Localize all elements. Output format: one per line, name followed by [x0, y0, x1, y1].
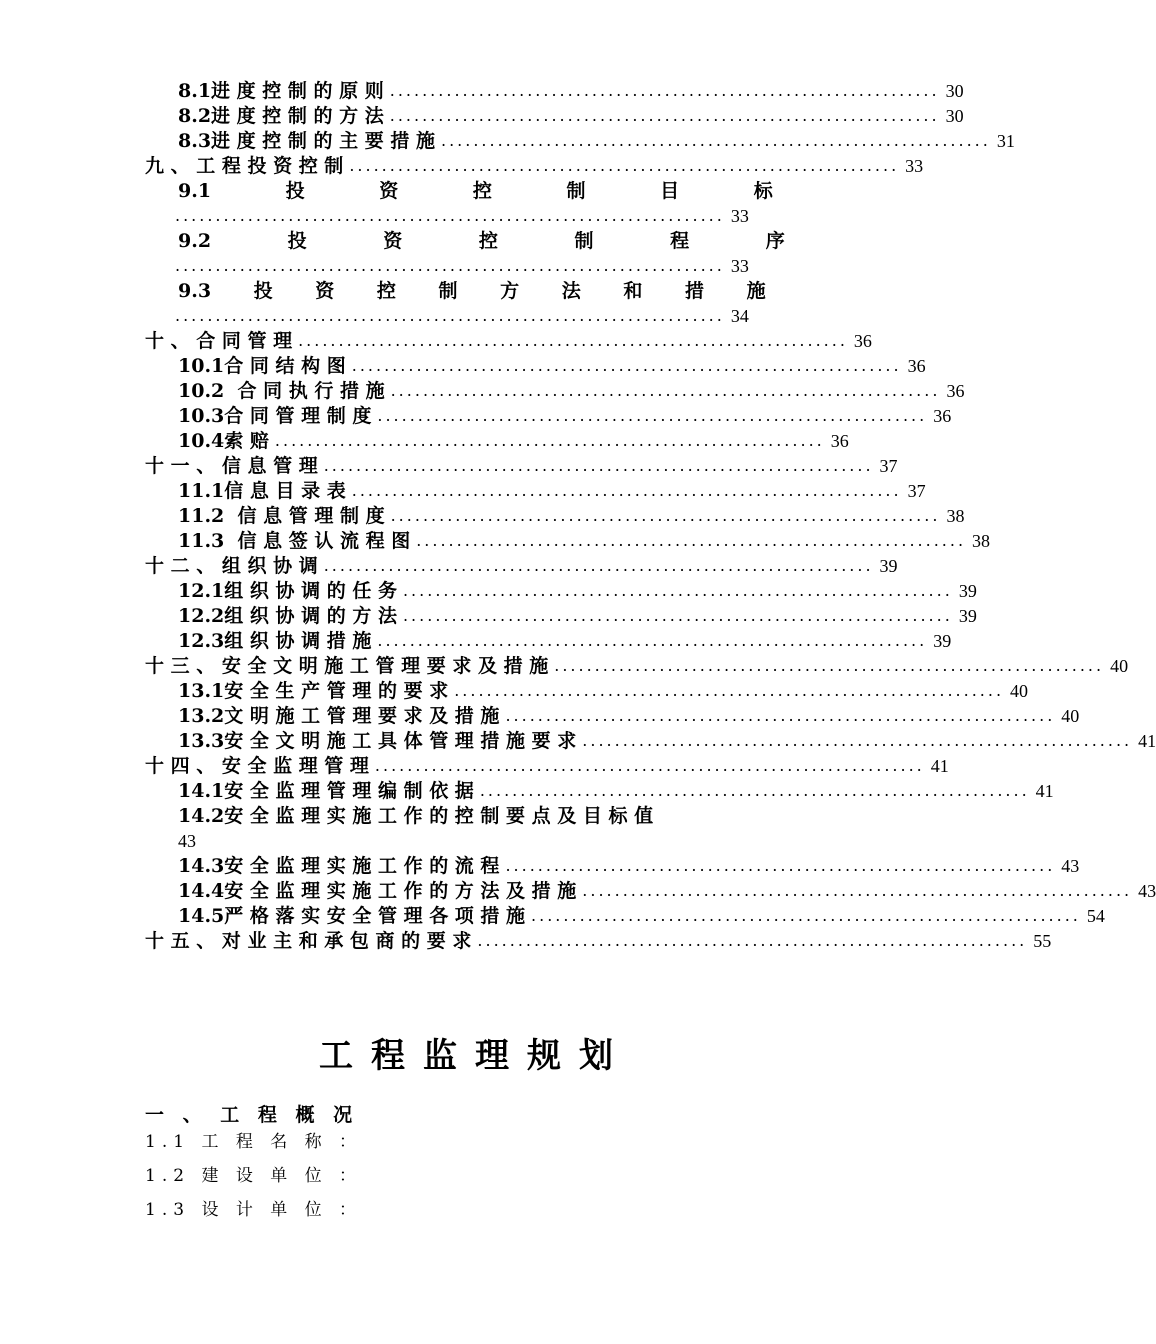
toc-page-number: 55 — [1033, 931, 1052, 951]
toc-entry-text: 十 五 、 对 业 主 和 承 包 商 的 要 求 — [145, 930, 472, 952]
toc-page-number: 43 — [178, 831, 196, 851]
toc-entry-text: 13.3安 全 文 明 施 工 具 体 管 理 措 施 要 求 — [178, 730, 577, 752]
toc-page-number: 33 — [730, 256, 749, 276]
toc-entry-text: 十 一 、 信 息 管 理 — [145, 455, 318, 477]
toc-entry[interactable] — [145, 554, 898, 578]
toc-entry[interactable] — [178, 479, 926, 503]
toc-entry[interactable] — [178, 379, 965, 403]
toc-entry-text: 十 、 合 同 管 理 — [145, 330, 293, 352]
toc-entry[interactable] — [178, 579, 977, 603]
toc-leader: .................................................................... — [479, 781, 1030, 800]
field-construction-unit: 1.2 建 设 单 位 ： — [145, 1166, 363, 1186]
toc-leader: .................................................................... — [402, 606, 953, 625]
toc-leader: .................................................................... — [351, 481, 902, 500]
toc-entry-text: 12.2组 织 协 调 的 方 法 — [178, 605, 397, 627]
toc-entry[interactable] — [178, 504, 965, 528]
toc-entry[interactable] — [178, 779, 1054, 803]
toc-entry-text: 14.4安 全 监 理 实 施 工 作 的 方 法 及 措 施 — [178, 880, 577, 902]
toc-entry[interactable] — [178, 804, 796, 828]
toc-entry[interactable] — [178, 854, 1080, 878]
toc-leader: .................................................................... — [582, 731, 1133, 750]
toc-leader: .................................................................... — [274, 431, 825, 450]
toc-entry-continuation — [178, 829, 238, 853]
toc-entry-text: 10.3合 同 管 理 制 度 — [178, 405, 372, 427]
toc-page-number: 38 — [972, 531, 991, 551]
toc-page-number: 43 — [1061, 856, 1080, 876]
toc-leader: .................................................................... — [416, 531, 967, 550]
toc-entry[interactable] — [178, 629, 952, 653]
toc-page-number: 39 — [933, 631, 952, 651]
toc-page-number: 36 — [933, 406, 952, 426]
toc-page-number: 30 — [945, 81, 964, 101]
toc-entry-text: 9.3 投 资 控 制 方 法 和 措 施 — [178, 280, 766, 302]
toc-page-number: 33 — [730, 206, 749, 226]
toc-page-number: 43 — [1138, 881, 1156, 901]
toc-page-number: 40 — [1061, 706, 1080, 726]
toc-entry[interactable] — [178, 729, 1156, 753]
toc-page-number: 39 — [879, 556, 898, 576]
toc-leader: .................................................................... — [477, 931, 1028, 950]
toc-entry-text: 10.2 合 同 执 行 措 施 — [178, 380, 385, 402]
toc-entry-continuation — [145, 254, 749, 278]
toc-page-number: 39 — [958, 581, 977, 601]
toc-leader: .................................................................... — [454, 681, 1005, 700]
toc-entry[interactable] — [178, 879, 1156, 903]
toc-entry[interactable] — [178, 179, 802, 203]
toc-page-number: 38 — [946, 506, 965, 526]
toc-leader: .................................................................... — [390, 381, 941, 400]
toc-leader: .................................................................... — [582, 881, 1133, 900]
toc-entry[interactable] — [178, 604, 977, 628]
toc-entry[interactable] — [178, 79, 964, 103]
toc-entry-text: 8.1进 度 控 制 的 原 则 — [178, 80, 384, 102]
toc-entry[interactable] — [178, 279, 802, 303]
toc-entry-text: 9.2 投 资 控 制 程 序 — [178, 230, 785, 252]
toc-entry-text: 10.1合 同 结 构 图 — [178, 355, 346, 377]
toc-page-number: 39 — [958, 606, 977, 626]
toc-leader: .................................................................... — [389, 106, 940, 125]
toc-leader: .................................................................... — [531, 906, 1081, 925]
toc-entry[interactable] — [145, 754, 949, 778]
toc-entry[interactable] — [178, 354, 926, 378]
toc-entry[interactable] — [178, 429, 849, 453]
toc-leader: .................................................................... — [349, 156, 900, 175]
toc-entry[interactable] — [145, 329, 872, 353]
field-design-unit: 1.3 设 计 单 位 ： — [145, 1200, 363, 1220]
toc-entry[interactable] — [178, 529, 991, 553]
toc-page-number: 54 — [1086, 906, 1105, 926]
toc-entry[interactable] — [178, 904, 1105, 928]
toc-entry[interactable] — [178, 404, 952, 428]
toc-leader: .................................................................... — [323, 456, 874, 475]
toc-page-number: 30 — [945, 106, 964, 126]
toc-entry[interactable] — [145, 154, 924, 178]
toc-page-number: 41 — [1138, 731, 1156, 751]
toc-leader: .................................................................... — [377, 406, 928, 425]
toc-entry-continuation — [145, 204, 749, 228]
toc-entry-text: 9.1 投 资 控 制 目 标 — [178, 180, 773, 202]
toc-page-number: 40 — [1110, 656, 1129, 676]
document-title: 工程监理规划 — [319, 1036, 631, 1076]
toc-entry[interactable] — [178, 129, 1015, 153]
toc-page-number: 37 — [879, 456, 898, 476]
toc-page-number: 36 — [907, 356, 926, 376]
toc-entry-text: 8.2进 度 控 制 的 方 法 — [178, 105, 384, 127]
toc-entry-text: 十 二 、 组 织 协 调 — [145, 555, 318, 577]
field-project-name: 1.1 工 程 名 称 ： — [145, 1132, 363, 1152]
toc-leader: .................................................................... — [440, 131, 991, 150]
toc-entry-text: 12.1组 织 协 调 的 任 务 — [178, 580, 397, 602]
toc-entry-text: 10.4索 赔 — [178, 430, 269, 452]
toc-entry-text: 13.1安 全 生 产 管 理 的 要 求 — [178, 680, 449, 702]
toc-page-number: 36 — [830, 431, 849, 451]
toc-entry-text: 14.3安 全 监 理 实 施 工 作 的 流 程 — [178, 855, 500, 877]
toc-leader: .................................................................... — [298, 331, 848, 350]
toc-entry-text: 12.3组 织 协 调 措 施 — [178, 630, 372, 652]
toc-entry-text: 14.5严 格 落 实 安 全 管 理 各 项 措 施 — [178, 905, 526, 927]
toc-leader: .................................................................... — [390, 506, 941, 525]
toc-entry-text: 14.1安 全 监 理 管 理 编 制 依 据 — [178, 780, 474, 802]
section-heading: 一 、 工 程 概 况 — [145, 1104, 359, 1126]
toc-entry-text: 十 四 、 安 全 监 理 管 理 — [145, 755, 369, 777]
toc-entry[interactable] — [178, 704, 1080, 728]
toc-entry[interactable] — [145, 929, 1052, 953]
toc-leader: .................................................................... — [402, 581, 953, 600]
toc-entry-text: 十 三 、 安 全 文 明 施 工 管 理 要 求 及 措 施 — [145, 655, 549, 677]
toc-leader: .................................................................... — [351, 356, 902, 375]
toc-entry-text: 14.2安 全 监 理 实 施 工 作 的 控 制 要 点 及 目 标 值 — [178, 805, 654, 827]
toc-leader: .................................................................... — [175, 306, 725, 325]
toc-entry-text: 11.2 信 息 管 理 制 度 — [178, 505, 385, 527]
toc-entry[interactable] — [178, 104, 964, 128]
toc-entry[interactable] — [178, 679, 1029, 703]
toc-entry-text: 8.3进 度 控 制 的 主 要 措 施 — [178, 130, 435, 152]
toc-leader: .................................................................... — [175, 206, 725, 225]
toc-entry-text: 11.3 信 息 签 认 流 程 图 — [178, 530, 411, 552]
toc-page-number: 31 — [996, 131, 1015, 151]
toc-entry-text: 九 、 工 程 投 资 控 制 — [145, 155, 344, 177]
toc-page-number: 41 — [930, 756, 949, 776]
toc-leader: .................................................................... — [377, 631, 928, 650]
toc-page-number: 36 — [853, 331, 872, 351]
toc-page-number: 34 — [730, 306, 749, 326]
toc-leader: .................................................................... — [374, 756, 925, 775]
toc-leader: .................................................................... — [554, 656, 1105, 675]
toc-page-number: 36 — [946, 381, 965, 401]
toc-leader: .................................................................... — [505, 706, 1056, 725]
toc-page-number: 40 — [1010, 681, 1029, 701]
toc-page-number: 41 — [1035, 781, 1054, 801]
toc-leader: .................................................................... — [389, 81, 940, 100]
toc-leader: .................................................................... — [175, 256, 725, 275]
toc-page-number: 37 — [907, 481, 926, 501]
toc-entry-text: 11.1信 息 目 录 表 — [178, 480, 346, 502]
toc-entry-text: 13.2文 明 施 工 管 理 要 求 及 措 施 — [178, 705, 500, 727]
toc-entry[interactable] — [178, 229, 802, 253]
toc-entry[interactable] — [145, 454, 898, 478]
toc-leader: .................................................................... — [323, 556, 874, 575]
toc-page-number: 33 — [905, 156, 924, 176]
toc-leader: .................................................................... — [505, 856, 1056, 875]
toc-entry-continuation — [145, 304, 749, 328]
toc-entry[interactable] — [145, 654, 1129, 678]
